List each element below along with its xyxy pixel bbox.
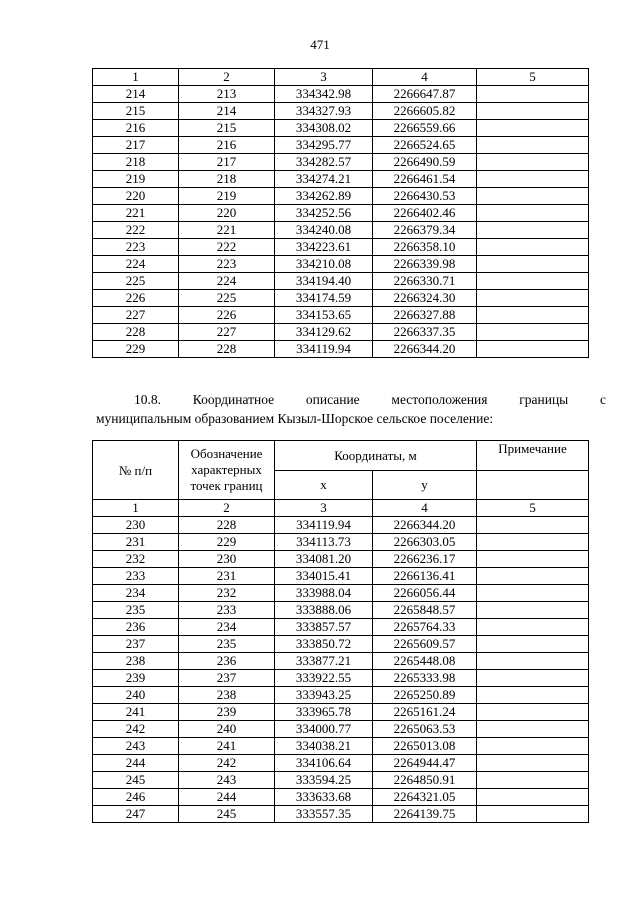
note — [477, 137, 589, 154]
table-row — [93, 534, 589, 551]
point-designation: 234 — [179, 619, 275, 636]
table-row — [93, 602, 589, 619]
point-designation: 221 — [179, 222, 275, 239]
point-number: 220 — [93, 188, 179, 205]
header-y: y — [373, 471, 477, 500]
note — [477, 222, 589, 239]
note — [477, 86, 589, 103]
column-number: 3 — [275, 69, 373, 86]
table-row — [93, 171, 589, 188]
note — [477, 307, 589, 324]
header-coordinates: Координаты, м — [275, 441, 477, 471]
table-row — [93, 704, 589, 721]
heading-word: Координатное — [192, 392, 275, 407]
point-number: 229 — [93, 341, 179, 358]
note — [477, 290, 589, 307]
note — [477, 534, 589, 551]
point-designation: 232 — [179, 585, 275, 602]
note — [477, 738, 589, 755]
note — [477, 789, 589, 806]
note — [477, 772, 589, 789]
table-row — [93, 205, 589, 222]
point-designation: 242 — [179, 755, 275, 772]
point-designation: 243 — [179, 772, 275, 789]
coordinate-x: 334194.40 — [275, 273, 373, 290]
point-designation: 244 — [179, 789, 275, 806]
coordinate-x: 334153.65 — [275, 307, 373, 324]
note — [477, 188, 589, 205]
table-row — [93, 585, 589, 602]
coordinate-x: 333857.57 — [275, 619, 373, 636]
coordinate-y: 2265609.57 — [373, 636, 477, 653]
coordinate-x: 333965.78 — [275, 704, 373, 721]
table-row — [93, 653, 589, 670]
point-number: 244 — [93, 755, 179, 772]
header-number: № п/п — [93, 441, 179, 500]
section-heading — [96, 390, 606, 428]
point-number: 216 — [93, 120, 179, 137]
coordinate-y: 2264944.47 — [373, 755, 477, 772]
note — [477, 341, 589, 358]
note — [477, 806, 589, 823]
point-number: 225 — [93, 273, 179, 290]
coordinate-y: 2266490.59 — [373, 154, 477, 171]
note — [477, 120, 589, 137]
table-row — [93, 222, 589, 239]
point-number: 242 — [93, 721, 179, 738]
point-number: 227 — [93, 307, 179, 324]
point-designation: 229 — [179, 534, 275, 551]
coordinate-x: 333557.35 — [275, 806, 373, 823]
table-row — [93, 670, 589, 687]
point-number: 236 — [93, 619, 179, 636]
note — [477, 653, 589, 670]
coordinate-x: 333988.04 — [275, 585, 373, 602]
coordinate-x: 334295.77 — [275, 137, 373, 154]
coordinate-x: 334262.89 — [275, 188, 373, 205]
table-row — [93, 137, 589, 154]
header-designation: Обозначение характерных точек границ — [179, 441, 275, 500]
table-row — [93, 256, 589, 273]
note — [477, 568, 589, 585]
table-row — [93, 239, 589, 256]
coordinate-x: 334119.94 — [275, 341, 373, 358]
coordinate-y: 2266327.88 — [373, 307, 477, 324]
coordinate-x: 333888.06 — [275, 602, 373, 619]
table-row — [93, 188, 589, 205]
point-number: 215 — [93, 103, 179, 120]
table-row — [93, 154, 589, 171]
note — [477, 687, 589, 704]
point-number: 235 — [93, 602, 179, 619]
section-heading-line2: муниципальным образованием Кызыл-Шорское сельское поселение: — [96, 411, 494, 426]
coordinates-table — [92, 440, 589, 823]
point-number: 234 — [93, 585, 179, 602]
coordinate-x: 334081.20 — [275, 551, 373, 568]
table-row — [93, 324, 589, 341]
point-number: 222 — [93, 222, 179, 239]
table-row — [93, 772, 589, 789]
column-number: 2 — [179, 69, 275, 86]
coordinate-y: 2266461.54 — [373, 171, 477, 188]
coordinate-x: 334282.57 — [275, 154, 373, 171]
coordinate-y: 2265250.89 — [373, 687, 477, 704]
table-row — [93, 806, 589, 823]
coordinate-y: 2265161.24 — [373, 704, 477, 721]
point-designation: 217 — [179, 154, 275, 171]
coordinate-y: 2266430.53 — [373, 188, 477, 205]
point-number: 246 — [93, 789, 179, 806]
coordinate-y: 2265848.57 — [373, 602, 477, 619]
point-designation: 216 — [179, 137, 275, 154]
coordinate-y: 2266358.10 — [373, 239, 477, 256]
column-number: 1 — [93, 500, 179, 517]
note — [477, 670, 589, 687]
table-row — [93, 551, 589, 568]
coordinate-y: 2266379.34 — [373, 222, 477, 239]
coordinate-y: 2266402.46 — [373, 205, 477, 222]
coordinate-x: 334274.21 — [275, 171, 373, 188]
coordinate-y: 2264321.05 — [373, 789, 477, 806]
table-row — [93, 721, 589, 738]
point-number: 226 — [93, 290, 179, 307]
table-row — [93, 636, 589, 653]
table-row — [93, 789, 589, 806]
coordinate-y: 2266337.35 — [373, 324, 477, 341]
table-row — [93, 517, 589, 534]
point-designation: 241 — [179, 738, 275, 755]
point-number: 237 — [93, 636, 179, 653]
table-row — [93, 687, 589, 704]
point-designation: 220 — [179, 205, 275, 222]
note — [477, 273, 589, 290]
point-number: 224 — [93, 256, 179, 273]
note — [477, 636, 589, 653]
coordinate-y: 2266344.20 — [373, 517, 477, 534]
note — [477, 517, 589, 534]
table-row — [93, 341, 589, 358]
column-number-row — [93, 69, 589, 86]
point-designation: 215 — [179, 120, 275, 137]
point-designation: 214 — [179, 103, 275, 120]
coordinate-y: 2265333.98 — [373, 670, 477, 687]
column-number: 2 — [179, 500, 275, 517]
header-note: Примечание — [477, 441, 589, 471]
point-designation: 228 — [179, 341, 275, 358]
point-designation: 219 — [179, 188, 275, 205]
note — [477, 602, 589, 619]
coordinate-x: 334113.73 — [275, 534, 373, 551]
heading-word: местоположения — [391, 392, 488, 407]
point-designation: 230 — [179, 551, 275, 568]
coordinate-y: 2266056.44 — [373, 585, 477, 602]
column-number: 1 — [93, 69, 179, 86]
note — [477, 585, 589, 602]
header-x: x — [275, 471, 373, 500]
point-number: 230 — [93, 517, 179, 534]
column-number: 3 — [275, 500, 373, 517]
note — [477, 721, 589, 738]
coordinate-x: 333943.25 — [275, 687, 373, 704]
point-number: 233 — [93, 568, 179, 585]
coordinate-x: 333877.21 — [275, 653, 373, 670]
point-designation: 233 — [179, 602, 275, 619]
point-number: 221 — [93, 205, 179, 222]
column-number-row — [93, 500, 589, 517]
column-number: 5 — [477, 500, 589, 517]
note — [477, 755, 589, 772]
table-row — [93, 273, 589, 290]
point-number: 241 — [93, 704, 179, 721]
coordinate-y: 2266330.71 — [373, 273, 477, 290]
point-number: 218 — [93, 154, 179, 171]
point-designation: 225 — [179, 290, 275, 307]
coordinates-table-continued — [92, 68, 589, 358]
coordinate-x: 334106.64 — [275, 755, 373, 772]
coordinate-x: 334223.61 — [275, 239, 373, 256]
point-number: 232 — [93, 551, 179, 568]
coordinate-y: 2265013.08 — [373, 738, 477, 755]
point-designation: 222 — [179, 239, 275, 256]
point-number: 247 — [93, 806, 179, 823]
note — [477, 619, 589, 636]
table-row — [93, 568, 589, 585]
coordinate-y: 2266339.98 — [373, 256, 477, 273]
point-number: 239 — [93, 670, 179, 687]
table-row — [93, 103, 589, 120]
note — [477, 171, 589, 188]
coordinate-y: 2266344.20 — [373, 341, 477, 358]
table-row — [93, 290, 589, 307]
coordinate-y: 2265063.53 — [373, 721, 477, 738]
coordinate-y: 2266136.41 — [373, 568, 477, 585]
coordinate-y: 2266559.66 — [373, 120, 477, 137]
coordinate-y: 2266236.17 — [373, 551, 477, 568]
point-number: 228 — [93, 324, 179, 341]
coordinate-x: 333922.55 — [275, 670, 373, 687]
table-row — [93, 120, 589, 137]
point-designation: 228 — [179, 517, 275, 534]
coordinate-x: 334308.02 — [275, 120, 373, 137]
point-number: 240 — [93, 687, 179, 704]
point-designation: 224 — [179, 273, 275, 290]
point-designation: 218 — [179, 171, 275, 188]
coordinate-x: 334240.08 — [275, 222, 373, 239]
point-designation: 237 — [179, 670, 275, 687]
column-number: 4 — [373, 69, 477, 86]
heading-word: с — [600, 392, 606, 407]
note — [477, 154, 589, 171]
table-row — [93, 755, 589, 772]
heading-word: границы — [519, 392, 569, 407]
section-heading-line1 — [96, 390, 606, 409]
point-number: 219 — [93, 171, 179, 188]
point-number: 217 — [93, 137, 179, 154]
coordinate-x: 334174.59 — [275, 290, 373, 307]
note — [477, 551, 589, 568]
coordinate-x: 334327.93 — [275, 103, 373, 120]
point-designation: 238 — [179, 687, 275, 704]
coordinate-x: 334015.41 — [275, 568, 373, 585]
coordinate-x: 334038.21 — [275, 738, 373, 755]
table-row — [93, 619, 589, 636]
table-row — [93, 86, 589, 103]
point-number: 243 — [93, 738, 179, 755]
coordinate-x: 334119.94 — [275, 517, 373, 534]
coordinate-x: 334000.77 — [275, 721, 373, 738]
coordinate-y: 2265764.33 — [373, 619, 477, 636]
coordinate-y: 2266303.05 — [373, 534, 477, 551]
coordinate-x: 334342.98 — [275, 86, 373, 103]
point-designation: 227 — [179, 324, 275, 341]
coordinate-x: 333633.68 — [275, 789, 373, 806]
table-row — [93, 738, 589, 755]
point-designation: 240 — [179, 721, 275, 738]
note — [477, 256, 589, 273]
point-number: 238 — [93, 653, 179, 670]
point-designation: 231 — [179, 568, 275, 585]
coordinate-x: 333850.72 — [275, 636, 373, 653]
point-designation: 213 — [179, 86, 275, 103]
note — [477, 103, 589, 120]
point-number: 214 — [93, 86, 179, 103]
note — [477, 239, 589, 256]
coordinate-x: 334129.62 — [275, 324, 373, 341]
table-row — [93, 307, 589, 324]
column-number: 4 — [373, 500, 477, 517]
point-designation: 226 — [179, 307, 275, 324]
coordinate-y: 2266647.87 — [373, 86, 477, 103]
note — [477, 324, 589, 341]
point-designation: 239 — [179, 704, 275, 721]
coordinate-y: 2265448.08 — [373, 653, 477, 670]
coordinate-x: 334252.56 — [275, 205, 373, 222]
point-number: 223 — [93, 239, 179, 256]
coordinate-y: 2264850.91 — [373, 772, 477, 789]
note — [477, 205, 589, 222]
header-note-blank — [477, 471, 589, 500]
point-designation: 223 — [179, 256, 275, 273]
point-number: 231 — [93, 534, 179, 551]
point-designation: 235 — [179, 636, 275, 653]
coordinate-x: 334210.08 — [275, 256, 373, 273]
heading-word: описание — [305, 392, 360, 407]
coordinate-x: 333594.25 — [275, 772, 373, 789]
page-number: 471 — [310, 37, 330, 52]
coordinate-y: 2266324.30 — [373, 290, 477, 307]
point-designation: 236 — [179, 653, 275, 670]
heading-word: 10.8. — [134, 392, 161, 407]
note — [477, 704, 589, 721]
point-designation: 245 — [179, 806, 275, 823]
coordinate-y: 2266605.82 — [373, 103, 477, 120]
point-number: 245 — [93, 772, 179, 789]
column-number: 5 — [477, 69, 589, 86]
coordinate-y: 2264139.75 — [373, 806, 477, 823]
coordinate-y: 2266524.65 — [373, 137, 477, 154]
